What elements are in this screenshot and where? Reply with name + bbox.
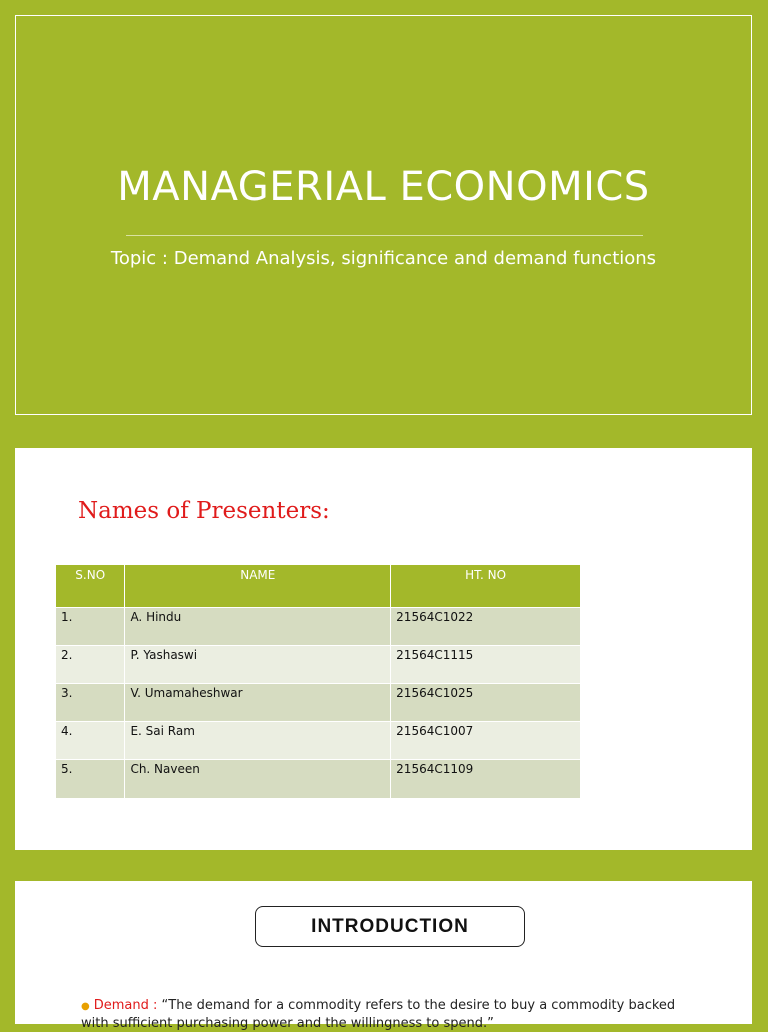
col-header-htno: HT. NO xyxy=(391,565,581,608)
demand-definition xyxy=(81,997,701,1032)
table-header-row xyxy=(56,565,581,608)
introduction-title-box xyxy=(255,906,525,947)
cell-htno: 21564C1025 xyxy=(391,684,581,722)
cell-sno: 3. xyxy=(56,684,125,722)
table-row xyxy=(56,608,581,646)
title-divider xyxy=(126,235,643,236)
introduction-slide xyxy=(15,881,752,1031)
cell-name: Ch. Naveen xyxy=(125,760,391,798)
presenters-table xyxy=(56,565,581,798)
demand-text: “The demand for a commodity refers to the desire to buy a commodity backed with sufficient purchasing power and the willingness to spend.” xyxy=(81,998,676,1031)
title-slide xyxy=(15,15,752,415)
cell-htno: 21564C1115 xyxy=(391,646,581,684)
col-header-name: NAME xyxy=(125,565,391,608)
cell-name: P. Yashaswi xyxy=(125,646,391,684)
cell-htno: 21564C1022 xyxy=(391,608,581,646)
introduction-title: INTRODUCTION xyxy=(311,915,469,937)
demand-term: Demand : xyxy=(93,998,158,1013)
presenters-heading: Names of Presenters: xyxy=(78,498,330,524)
cell-name: V. Umamaheshwar xyxy=(125,684,391,722)
cell-name: E. Sai Ram xyxy=(125,722,391,760)
cell-sno: 5. xyxy=(56,760,125,798)
cell-htno: 21564C1007 xyxy=(391,722,581,760)
bullet-icon: ● xyxy=(81,1001,90,1012)
cell-sno: 1. xyxy=(56,608,125,646)
cell-sno: 2. xyxy=(56,646,125,684)
presenters-slide xyxy=(15,448,752,850)
presentation-title: MANAGERIAL ECONOMICS xyxy=(117,164,650,210)
table-row xyxy=(56,760,581,798)
cell-htno: 21564C1109 xyxy=(391,760,581,798)
table-row xyxy=(56,684,581,722)
presentation-subtitle: Topic : Demand Analysis, significance and demand functions xyxy=(110,248,657,269)
cell-sno: 4. xyxy=(56,722,125,760)
table-row xyxy=(56,646,581,684)
col-header-sno: S.NO xyxy=(56,565,125,608)
table-row xyxy=(56,722,581,760)
cell-name: A. Hindu xyxy=(125,608,391,646)
